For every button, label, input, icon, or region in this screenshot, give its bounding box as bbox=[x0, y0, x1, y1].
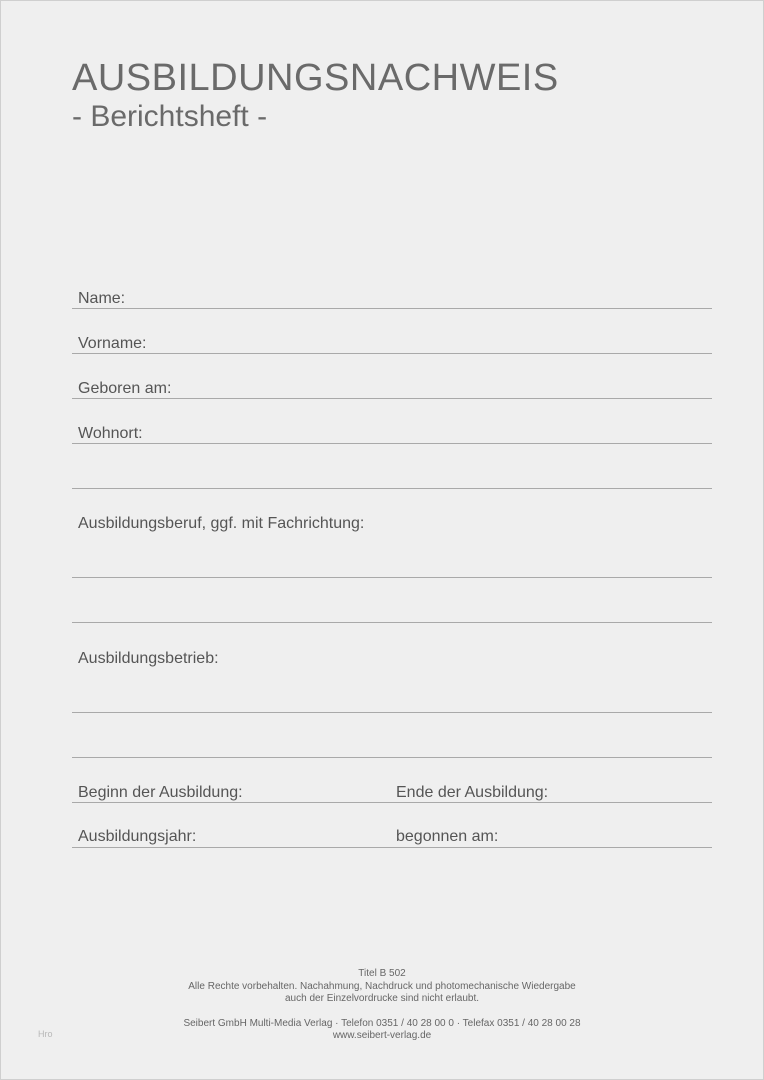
wohnort-line[interactable] bbox=[72, 443, 712, 444]
beginn-label: Beginn der Ausbildung: bbox=[78, 784, 243, 801]
vorname-line[interactable] bbox=[72, 353, 712, 354]
vorname-label: Vorname: bbox=[78, 335, 147, 352]
footer-rights-line-1: Alle Rechte vorbehalten. Nachahmung, Nachdruck und photomechanische Wiedergabe bbox=[188, 981, 576, 992]
name-line[interactable] bbox=[72, 308, 712, 309]
geboren-label: Geboren am: bbox=[78, 380, 172, 397]
name-label: Name: bbox=[78, 290, 126, 307]
footer-publisher: Seibert GmbH Multi-Media Verlag · Telefon 0351 / 40 28 00 0 · Telefax 0351 / 40 28 00 28 bbox=[183, 1018, 581, 1029]
ende-label: Ende der Ausbildung: bbox=[396, 784, 549, 801]
ausbildungsberuf-line-2[interactable] bbox=[72, 622, 712, 623]
begonnen-label: begonnen am: bbox=[396, 828, 499, 845]
ausbildungsjahr-label: Ausbildungsjahr: bbox=[78, 828, 197, 845]
wohnort-line-2[interactable] bbox=[72, 488, 712, 489]
ausbildungsberuf-line-1[interactable] bbox=[72, 577, 712, 578]
ausbildungsbetrieb-label: Ausbildungsbetrieb: bbox=[78, 650, 219, 667]
ausbildungsbetrieb-line-1[interactable] bbox=[72, 712, 712, 713]
beginn-ende-line[interactable] bbox=[72, 802, 712, 803]
geboren-line[interactable] bbox=[72, 398, 712, 399]
page-title: AUSBILDUNGSNACHWEIS bbox=[72, 57, 559, 99]
footer-title-code: Titel B 502 bbox=[358, 968, 406, 979]
ausbildungsberuf-label: Ausbildungsberuf, ggf. mit Fachrichtung: bbox=[78, 515, 365, 532]
ausbildungsjahr-line[interactable] bbox=[72, 847, 712, 848]
footer-left-mark: Hro bbox=[38, 1029, 53, 1039]
wohnort-label: Wohnort: bbox=[78, 425, 143, 442]
footer-website[interactable]: www.seibert-verlag.de bbox=[332, 1030, 432, 1041]
footer-rights-line-2: auch der Einzelvordrucke sind nicht erlaubt. bbox=[285, 993, 479, 1004]
page-subtitle: - Berichtsheft - bbox=[72, 100, 268, 133]
ausbildungsbetrieb-line-2[interactable] bbox=[72, 757, 712, 758]
